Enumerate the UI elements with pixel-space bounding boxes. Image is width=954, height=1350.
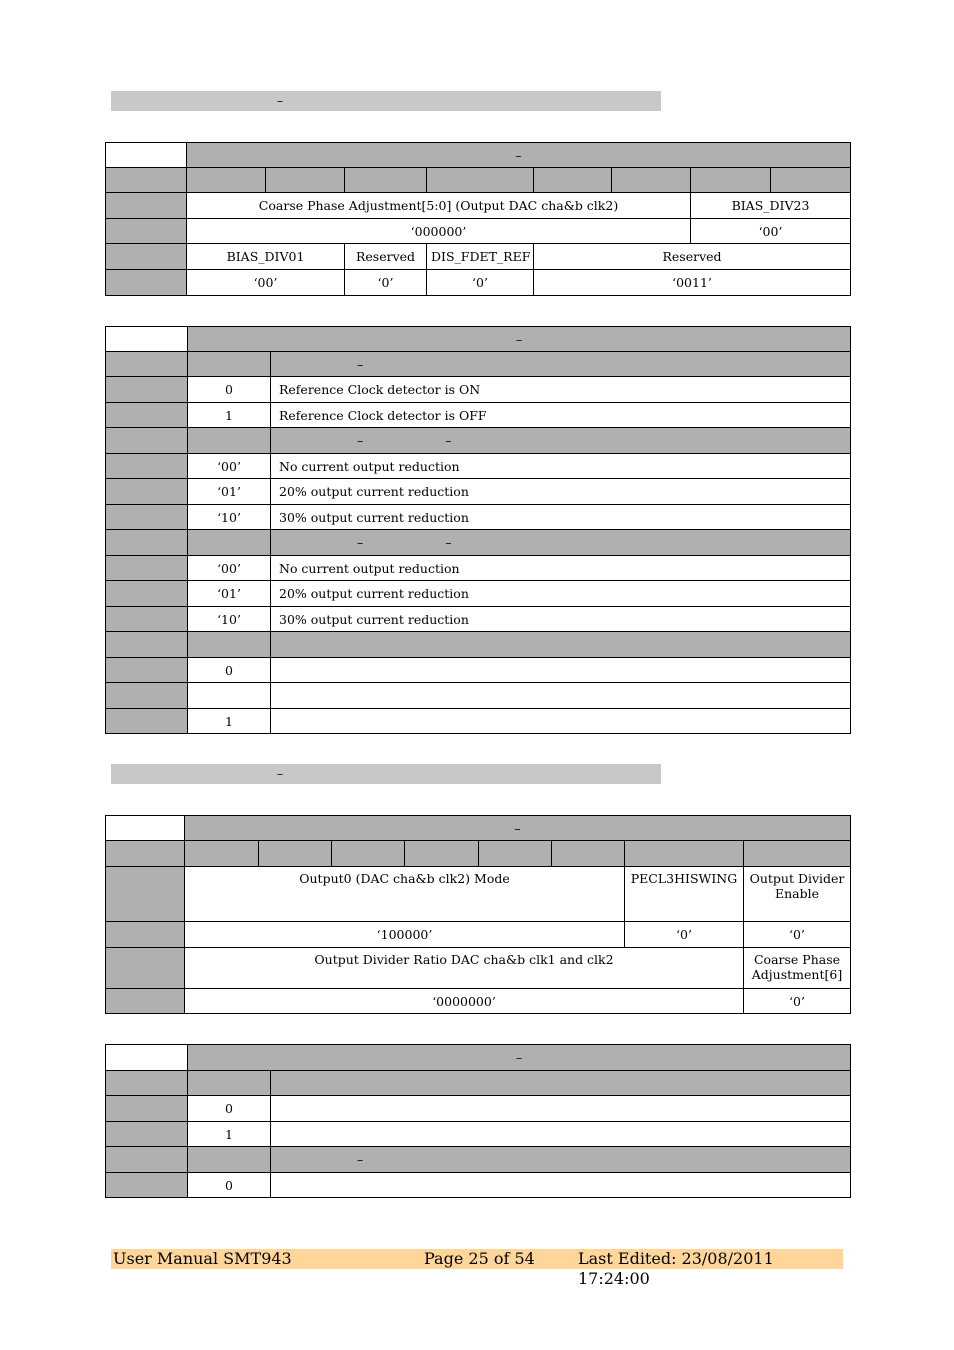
table-row — [106, 658, 851, 683]
table-cell — [106, 168, 187, 193]
description-cell — [271, 1096, 851, 1122]
section-header — [271, 1147, 851, 1173]
field-dis-fdet-ref: DIS_FDET_REF — [427, 244, 534, 270]
table-row — [106, 816, 851, 841]
value-cell: ‘00’ — [188, 556, 271, 581]
field-output-divider-ratio: Output Divider Ratio DAC cha&b clk1 and clk2 — [185, 948, 744, 989]
field-output0-mode: Output0 (DAC cha&b clk2) Mode — [185, 867, 625, 922]
table-cell — [106, 867, 185, 922]
description-cell — [271, 683, 851, 709]
default-reserved: ‘0’ — [345, 270, 427, 296]
default-dis-fdet-ref: ‘0’ — [427, 270, 534, 296]
table-cell — [106, 428, 188, 454]
default-output-divider-ratio: ‘0000000’ — [185, 989, 744, 1014]
bit-header — [187, 168, 266, 193]
table-cell — [106, 403, 188, 428]
bit-header — [552, 841, 625, 867]
table-cell — [106, 1096, 188, 1122]
table-cell — [106, 1147, 188, 1173]
table-cell — [106, 556, 188, 581]
section-header — [271, 352, 851, 377]
table-row — [106, 168, 851, 193]
register-table-1 — [105, 142, 851, 296]
table-cell — [188, 352, 271, 377]
table-cell — [106, 352, 188, 377]
table-cell — [106, 581, 188, 607]
table-row — [106, 709, 851, 734]
table-cell — [106, 922, 185, 948]
value-cell: 0 — [188, 1173, 271, 1198]
table-cell — [106, 219, 187, 244]
table-row — [106, 219, 851, 244]
default-bias-div23: ‘00’ — [691, 219, 851, 244]
value-cell: 1 — [188, 709, 271, 734]
table-row — [106, 454, 851, 479]
bit-header — [185, 841, 259, 867]
description-cell — [271, 1173, 851, 1198]
description-table-2 — [105, 1044, 851, 1198]
table-row — [106, 1045, 851, 1071]
table-row — [106, 948, 851, 989]
bit-header — [771, 168, 851, 193]
section-header-text: – — [445, 433, 452, 448]
table-cell — [106, 143, 187, 168]
value-cell: ‘10’ — [188, 607, 271, 632]
table-cell — [106, 1122, 188, 1147]
table-cell — [188, 1147, 271, 1173]
table-cell — [106, 658, 188, 683]
table-cell — [106, 505, 188, 530]
section-header-text: – — [357, 1152, 364, 1167]
table-row — [106, 244, 851, 270]
table-cell — [106, 530, 188, 556]
field-bias-div01: BIAS_DIV01 — [187, 244, 345, 270]
table-cell — [188, 1071, 271, 1096]
value-cell: 1 — [188, 403, 271, 428]
field-coarse-phase-6: Coarse Phase Adjustment[6] — [744, 948, 851, 989]
bit-header — [612, 168, 691, 193]
footer-document-title: User Manual SMT943 — [113, 1249, 292, 1268]
table-row — [106, 1173, 851, 1198]
bit-header — [266, 168, 345, 193]
field-reserved: Reserved — [534, 244, 851, 270]
default-coarse-phase-6: ‘0’ — [744, 989, 851, 1014]
table-cell — [106, 989, 185, 1014]
description-cell: Reference Clock detector is ON — [271, 377, 851, 403]
section-header — [271, 1071, 851, 1096]
table-cell — [106, 632, 188, 658]
table-row — [106, 581, 851, 607]
table-row — [106, 352, 851, 377]
table-cell — [106, 270, 187, 296]
table-row — [106, 989, 851, 1014]
description-cell — [271, 658, 851, 683]
table-row — [106, 1147, 851, 1173]
section-header — [271, 530, 851, 556]
table-cell — [106, 1071, 188, 1096]
value-cell: ‘01’ — [188, 479, 271, 505]
bit-header — [427, 168, 534, 193]
value-cell — [188, 683, 271, 709]
table-row — [106, 1071, 851, 1096]
value-cell: 1 — [188, 1122, 271, 1147]
table-row — [106, 867, 851, 922]
bit-header — [259, 841, 332, 867]
section-header-text: – — [357, 535, 364, 550]
description-cell: Reference Clock detector is OFF — [271, 403, 851, 428]
description-cell: No current output reduction — [271, 454, 851, 479]
table-cell — [188, 530, 271, 556]
value-cell: ‘01’ — [188, 581, 271, 607]
table-cell — [106, 327, 188, 352]
section-header — [271, 632, 851, 658]
table-row — [106, 377, 851, 403]
default-bias-div01: ‘00’ — [187, 270, 345, 296]
table-cell — [106, 1045, 188, 1071]
register-table-2 — [105, 815, 851, 1014]
table-cell — [188, 428, 271, 454]
section-header-text: – — [357, 433, 364, 448]
table-cell — [106, 479, 188, 505]
field-output-divider-enable: Output Divider Enable — [744, 867, 851, 922]
field-reserved: Reserved — [345, 244, 427, 270]
bit-header — [691, 168, 771, 193]
value-cell: 0 — [188, 377, 271, 403]
table-row — [106, 1122, 851, 1147]
value-cell: ‘00’ — [188, 454, 271, 479]
section-heading-2 — [111, 764, 661, 784]
description-table-1 — [105, 326, 851, 734]
table-cell — [106, 816, 185, 841]
table-cell — [106, 683, 188, 709]
bit-header — [405, 841, 479, 867]
description-cell — [271, 709, 851, 734]
field-coarse-phase: Coarse Phase Adjustment[5:0] (Output DAC cha&b clk2) — [187, 193, 691, 219]
table-cell — [106, 193, 187, 219]
table-row — [106, 556, 851, 581]
register-title: – — [187, 143, 851, 168]
bit-header — [479, 841, 552, 867]
bit-header — [345, 168, 427, 193]
table-row — [106, 193, 851, 219]
table-row — [106, 607, 851, 632]
section-heading-1-text: – — [277, 94, 283, 108]
table-row — [106, 632, 851, 658]
description-cell: 20% output current reduction — [271, 479, 851, 505]
section-header — [271, 428, 851, 454]
bit-header — [744, 841, 851, 867]
description-cell: 30% output current reduction — [271, 607, 851, 632]
register-title: – — [185, 816, 851, 841]
table-cell — [106, 244, 187, 270]
table-row — [106, 922, 851, 948]
value-cell: 0 — [188, 658, 271, 683]
value-cell: 0 — [188, 1096, 271, 1122]
field-pecl3hiswing: PECL3HISWING — [625, 867, 744, 922]
section-heading-1 — [111, 91, 661, 111]
table-cell — [188, 632, 271, 658]
value-cell: ‘10’ — [188, 505, 271, 530]
table-cell — [106, 948, 185, 989]
table-cell — [106, 709, 188, 734]
table-cell — [106, 377, 188, 403]
description-cell: 30% output current reduction — [271, 505, 851, 530]
description-cell — [271, 1122, 851, 1147]
bit-header — [332, 841, 405, 867]
section-header-text: – — [357, 356, 364, 372]
table-row — [106, 428, 851, 454]
table-row — [106, 270, 851, 296]
description-cell: 20% output current reduction — [271, 581, 851, 607]
default-pecl3hiswing: ‘0’ — [625, 922, 744, 948]
table-cell — [106, 841, 185, 867]
section-header-text: – — [445, 535, 452, 550]
default-reserved: ‘0011’ — [534, 270, 851, 296]
footer-page-number: Page 25 of 54 — [424, 1249, 535, 1268]
table-cell — [106, 607, 188, 632]
default-coarse-phase: ‘000000’ — [187, 219, 691, 244]
table-row — [106, 479, 851, 505]
table-row — [106, 505, 851, 530]
table-row — [106, 403, 851, 428]
table-cell — [106, 454, 188, 479]
bit-header — [534, 168, 612, 193]
description-title: – — [188, 327, 851, 352]
footer-last-edited: Last Edited: 23/08/2011 17:24:00 — [578, 1249, 774, 1288]
table-row — [106, 841, 851, 867]
bit-header — [625, 841, 744, 867]
table-row — [106, 1096, 851, 1122]
table-row — [106, 327, 851, 352]
table-row — [106, 683, 851, 709]
description-cell: No current output reduction — [271, 556, 851, 581]
section-heading-2-text: – — [277, 767, 283, 781]
description-title: – — [188, 1045, 851, 1071]
table-row — [106, 530, 851, 556]
table-cell — [106, 1173, 188, 1198]
table-row — [106, 143, 851, 168]
default-output0-mode: ‘100000’ — [185, 922, 625, 948]
page-footer — [111, 1249, 843, 1288]
default-output-divider-enable: ‘0’ — [744, 922, 851, 948]
field-bias-div23: BIAS_DIV23 — [691, 193, 851, 219]
